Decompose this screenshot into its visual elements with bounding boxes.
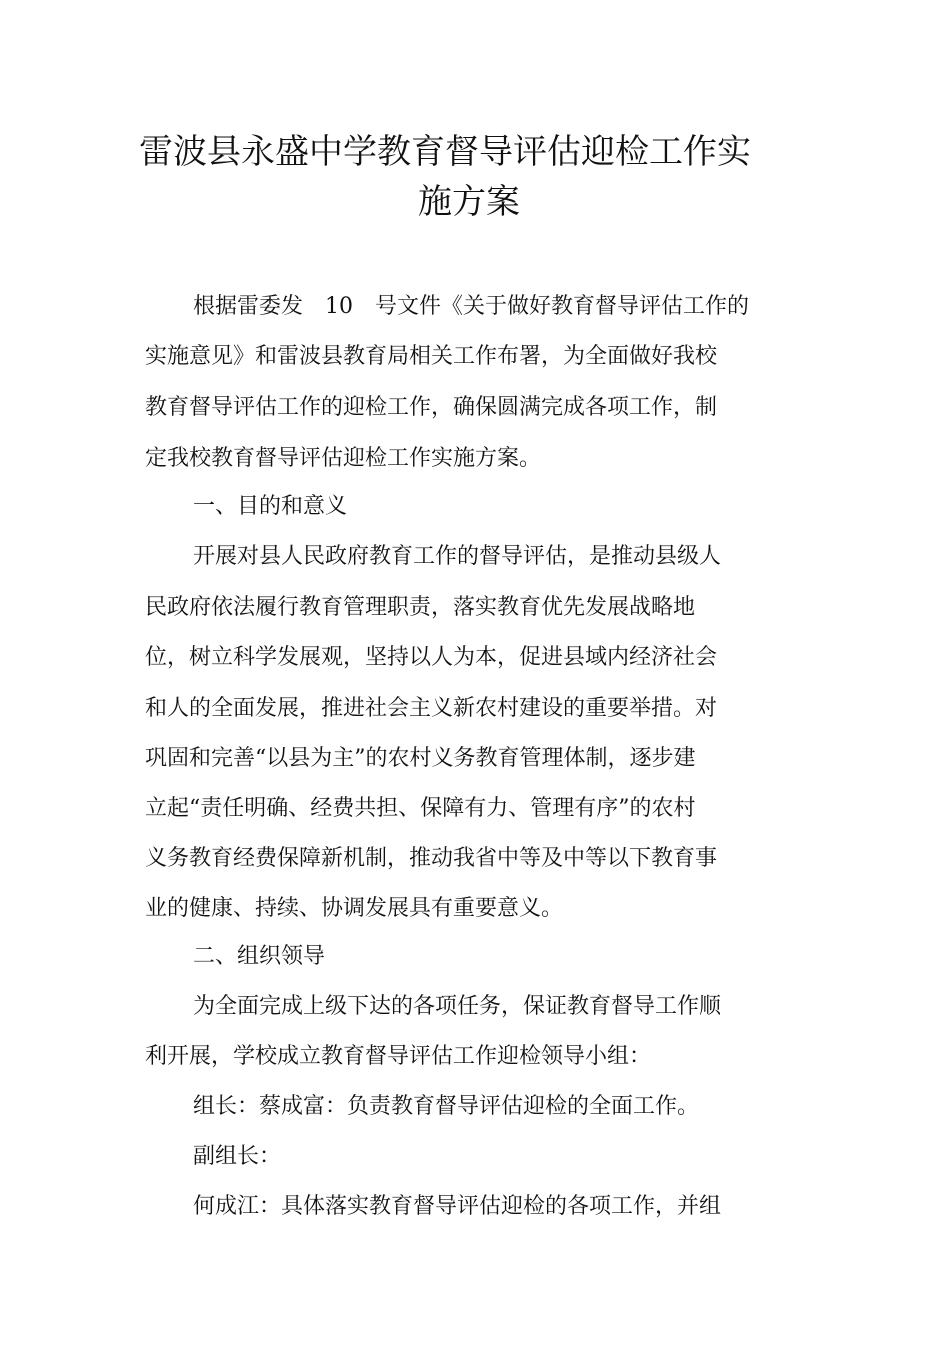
paragraph-line-13: 为全面完成上级下达的各项任务，保证教育督导工作顺 xyxy=(193,994,722,1019)
paragraph-line-3: 教育督导评估工作的迎检工作，确保圆满完成各项工作，制 xyxy=(145,395,718,420)
paragraph-line-9: 巩固和完善“以县为主”的农村义务教育管理体制，逐步建 xyxy=(145,746,696,771)
paragraph-line-12: 业的健康、持续、协调发展具有重要意义。 xyxy=(145,896,564,921)
paragraph-line-17: 何成江：具体落实教育督导评估迎检的各项工作，并组 xyxy=(193,1194,722,1219)
paragraph-line-1: 根据雷委发 10 号文件《关于做好教育督导评估工作的 xyxy=(193,294,749,319)
paragraph-line-6: 民政府依法履行教育管理职责，落实教育优先发展战略地 xyxy=(145,595,696,620)
paragraph-line-15: 组长：蔡成富：负责教育督导评估迎检的全面工作。 xyxy=(193,1094,700,1119)
section-heading-purpose: 一、目的和意义 xyxy=(193,494,348,519)
paragraph-line-4: 定我校教育督导评估迎检工作实施方案。 xyxy=(145,446,542,471)
paragraph-line-8: 和人的全面发展，推进社会主义新农村建设的重要举措。对 xyxy=(145,696,718,721)
paragraph-line-14: 利开展，学校成立教育督导评估工作迎检领导小组： xyxy=(145,1044,652,1069)
paragraph-line-16: 副组长： xyxy=(193,1144,282,1169)
document-title-line-1: 雷波县永盛中学教育督导评估迎检工作实 xyxy=(139,132,751,172)
paragraph-line-11: 义务教育经费保障新机制，推动我省中等及中等以下教育事 xyxy=(145,846,718,871)
paragraph-line-10: 立起“责任明确、经费共担、保障有力、管理有序”的农村 xyxy=(145,796,696,821)
document-title-line-2: 施方案 xyxy=(418,182,520,222)
paragraph-line-2: 实施意见》和雷波县教育局相关工作布署，为全面做好我校 xyxy=(145,344,718,369)
paragraph-line-7: 位，树立科学发展观，坚持以人为本，促进县域内经济社会 xyxy=(145,645,718,670)
paragraph-line-5: 开展对县人民政府教育工作的督导评估，是推动县级人 xyxy=(193,544,722,569)
section-heading-leadership: 二、组织领导 xyxy=(193,944,326,969)
